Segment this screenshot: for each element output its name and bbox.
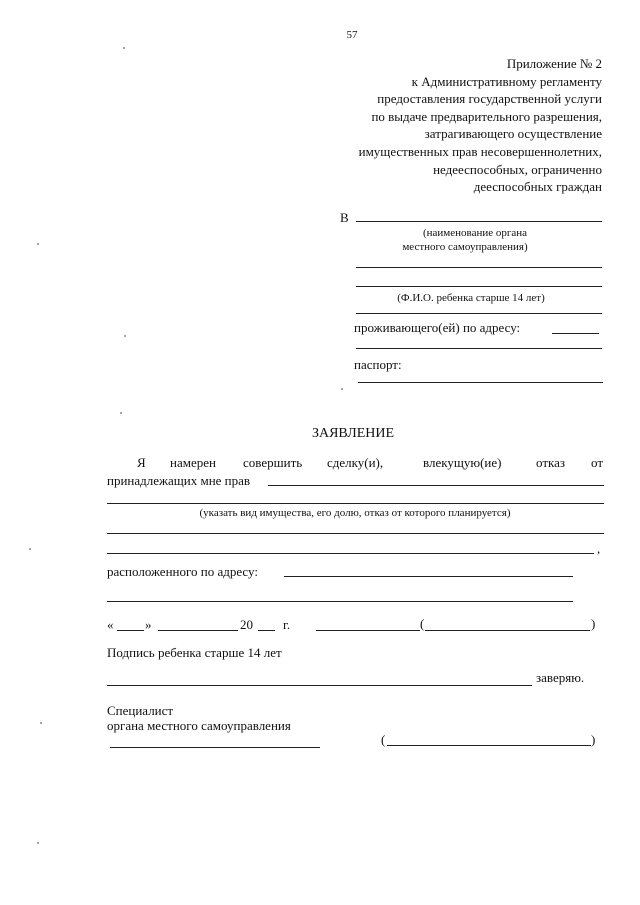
property-hint: (указать вид имущества, его долю, отказ от которого планируется) <box>199 507 511 519</box>
located-label: расположенного по адресу: <box>107 564 258 579</box>
specialist-organ-label: органа местного самоуправления <box>107 718 291 733</box>
intro-line-2: принадлежащих мне прав <box>107 473 251 488</box>
child-signature-field[interactable] <box>107 685 532 686</box>
header-line: по выдаче предварительного разрешения, <box>371 108 602 124</box>
organ-name-field-2[interactable] <box>356 267 602 268</box>
date-year-prefix: 20 <box>240 617 253 632</box>
located-address-field-2[interactable] <box>107 601 573 602</box>
specialist-signature-field[interactable] <box>110 747 320 748</box>
address-label: проживающего(ей) по адресу: <box>354 320 521 335</box>
intro-word: от <box>591 455 604 470</box>
date-month-field[interactable] <box>158 630 238 631</box>
paren-open: ( <box>381 732 386 747</box>
organ-hint: (наименование органа <box>422 227 528 239</box>
addressee-prefix: В <box>340 210 349 225</box>
header-line: Приложение № 2 <box>506 56 602 71</box>
header-line: предоставления государственной услуги <box>377 91 602 107</box>
intro-word: намерен <box>170 455 216 470</box>
document-title: ЗАЯВЛЕНИЕ <box>311 426 395 441</box>
address-field-2[interactable] <box>356 348 602 349</box>
located-address-field[interactable] <box>284 576 573 577</box>
scan-speck <box>120 412 122 414</box>
organ-hint: местного самоуправления) <box>402 241 528 253</box>
date-close-quote: » <box>145 617 152 632</box>
paren-open: ( <box>420 616 425 631</box>
header-line: имущественных прав несовершеннолетних, <box>358 143 602 159</box>
child-name-hint: (Ф.И.О. ребенка старше 14 лет) <box>397 292 545 304</box>
passport-field[interactable] <box>358 382 603 383</box>
rights-field[interactable] <box>268 485 604 486</box>
scan-speck <box>37 842 39 844</box>
date-day-field[interactable] <box>117 630 144 631</box>
comma: , <box>597 541 601 556</box>
scan-speck <box>29 548 31 550</box>
header-line: затрагивающего осуществление <box>424 126 602 142</box>
scan-speck <box>40 722 42 724</box>
signature-field[interactable] <box>316 630 420 631</box>
property-field-3[interactable] <box>107 553 594 554</box>
intro-word: сделку(и), <box>327 455 384 470</box>
organ-name-field[interactable] <box>356 221 602 222</box>
header-line: дееспособных граждан <box>473 179 602 195</box>
property-field-2[interactable] <box>107 533 604 534</box>
intro-word: отказ <box>536 455 566 470</box>
child-name-field-2[interactable] <box>356 313 602 314</box>
scan-speck <box>341 388 343 390</box>
certify-text: заверяю. <box>536 670 585 685</box>
scan-speck <box>124 335 126 337</box>
child-signature-label: Подпись ребенка старше 14 лет <box>107 645 282 660</box>
intro-word: влекущую(ие) <box>423 455 502 470</box>
paren-close: ) <box>591 616 596 631</box>
date-open-quote: « <box>107 617 114 632</box>
intro-word: Я <box>137 455 146 470</box>
header-line: недееспособных, ограниченно <box>433 161 602 177</box>
appendix-header <box>359 56 602 197</box>
scan-speck <box>37 243 39 245</box>
property-field[interactable] <box>107 503 604 504</box>
date-year-field[interactable] <box>258 630 275 631</box>
paren-close: ) <box>591 732 596 747</box>
specialist-name-field[interactable] <box>387 745 591 746</box>
passport-label: паспорт: <box>354 357 402 372</box>
scan-speck <box>123 47 125 49</box>
signature-name-field[interactable] <box>425 630 590 631</box>
address-field[interactable] <box>552 333 599 334</box>
specialist-label: Специалист <box>107 703 174 718</box>
intro-word: совершить <box>243 455 303 470</box>
date-year-suffix: г. <box>283 617 291 632</box>
header-line: к Административному регламенту <box>411 73 602 89</box>
child-name-field[interactable] <box>356 286 602 287</box>
page-number: 57 <box>346 29 358 41</box>
